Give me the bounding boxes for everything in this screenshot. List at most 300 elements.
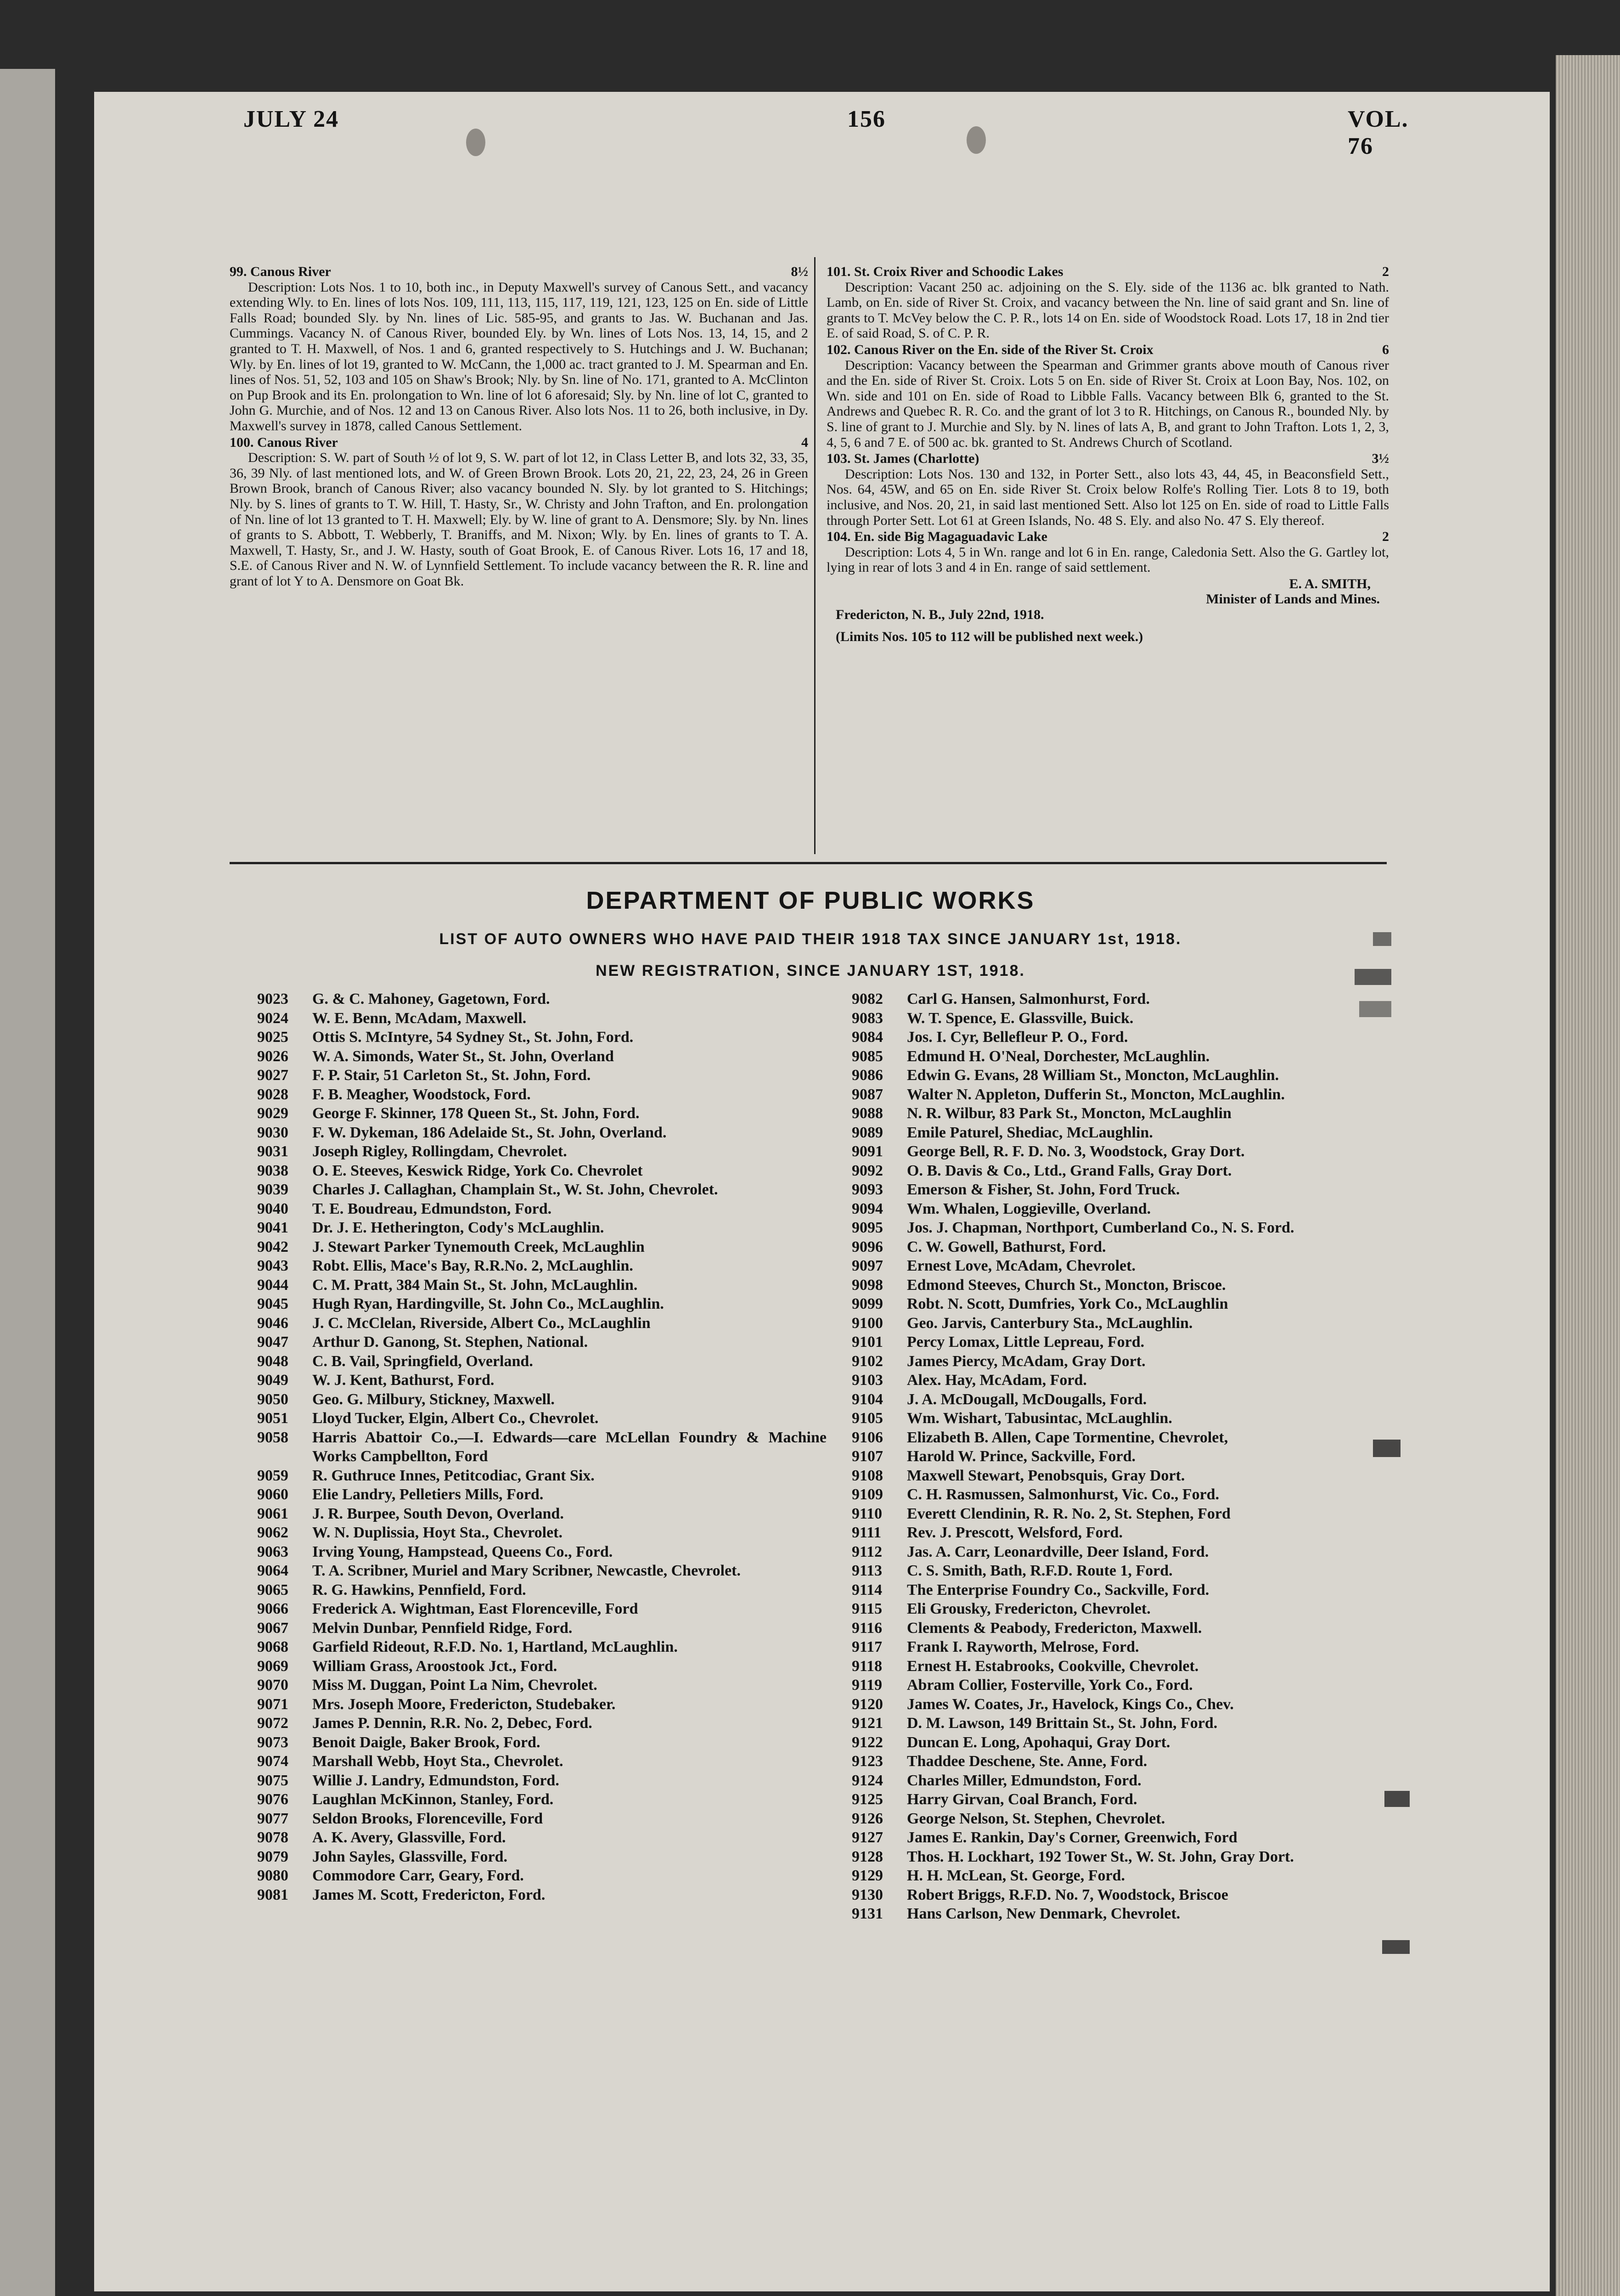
signature-title: Minister of Lands and Mines. <box>1206 591 1380 607</box>
registration-number: 9072 <box>257 1715 288 1732</box>
list-subtitle: LIST OF AUTO OWNERS WHO HAVE PAID THEIR 1918 TAX SINCE JANUARY 1st, 1918. <box>439 930 1182 948</box>
registration-number: 9119 <box>852 1677 883 1694</box>
auto-owner-entry <box>257 1771 827 1790</box>
owner-details: J. Stewart Parker Tynemouth Creek, McLaughlin <box>312 1238 645 1255</box>
issue-date: JULY 24 <box>243 106 339 132</box>
owner-details: Alex. Hay, McAdam, Ford. <box>907 1372 1087 1389</box>
owner-details: George F. Skinner, 178 Queen St., St. John, Ford. <box>312 1105 640 1122</box>
auto-owner-entry <box>257 1561 827 1581</box>
owner-details: Edwin G. Evans, 28 William St., Moncton, McLaughlin. <box>907 1067 1279 1084</box>
auto-owner-entry <box>257 1371 827 1390</box>
auto-owner-entry <box>257 1294 827 1314</box>
registration-subheading: NEW REGISTRATION, SINCE JANUARY 1ST, 1918. <box>596 962 1025 979</box>
registration-number: 9085 <box>852 1047 883 1065</box>
registration-number: 9124 <box>852 1772 883 1789</box>
owner-details: Irving Young, Hampstead, Queens Co., Ford. <box>312 1543 613 1560</box>
auto-owner-entry <box>852 1390 1417 1409</box>
auto-owner-entry <box>257 1104 827 1123</box>
auto-owner-entry <box>257 1581 827 1600</box>
owner-details: Robt. N. Scott, Dumfries, York Co., McLaughlin <box>907 1295 1228 1312</box>
owner-details: Charles Miller, Edmundston, Ford. <box>907 1772 1142 1789</box>
margin-mark <box>1359 1001 1391 1017</box>
limit-number: 102. <box>827 342 851 357</box>
owner-details: Hans Carlson, New Denmark, Chevrolet. <box>907 1905 1181 1922</box>
registration-number: 9115 <box>852 1600 883 1617</box>
registration-number: 9065 <box>257 1581 288 1598</box>
owner-details: Joseph Rigley, Rollingdam, Chevrolet. <box>312 1143 567 1160</box>
limit-number: 103. <box>827 451 851 467</box>
registration-number: 9051 <box>257 1410 288 1427</box>
owner-details: J. R. Burpee, South Devon, Overland. <box>312 1505 564 1522</box>
limit-description: Description: Lots Nos. 130 and 132, in Porter Sett., also lots 43, 44, 45, in Beaconsfield Sett., Nos. 64, 45W, and 65 on En. side River St. Croix below Rolfe's Rolling Tier. Lots 8 to 19, both inclusive, and Nos. 20, 21, in said last mentioned Sett. Also lot 125 on En. side of road to Little Falls through Porter Sett. Lot 61 at Green Islands, No. 48 S. Ely. and also No. 47 S. Ely thereof. <box>827 466 1389 528</box>
limit-number: 104. <box>827 529 851 545</box>
registration-number: 9066 <box>257 1600 288 1617</box>
auto-owner-entry <box>257 1142 827 1161</box>
owner-details: C. B. Vail, Springfield, Overland. <box>312 1352 533 1370</box>
owner-details: Charles J. Callaghan, Champlain St., W. St. John, Chevrolet. <box>312 1181 718 1198</box>
auto-owner-entry <box>852 1542 1417 1562</box>
registration-number: 9062 <box>257 1524 288 1541</box>
auto-owner-entry <box>257 1657 827 1676</box>
registration-number: 9093 <box>852 1181 883 1198</box>
limit-area: 3½ <box>1372 451 1389 467</box>
owner-details: Edmund H. O'Neal, Dorchester, McLaughlin. <box>907 1047 1210 1065</box>
auto-owner-entry <box>852 1314 1417 1333</box>
owner-details: Maxwell Stewart, Penobsquis, Gray Dort. <box>907 1467 1185 1484</box>
auto-owner-entry <box>257 1847 827 1867</box>
auto-owner-entry <box>852 1561 1417 1581</box>
limit-area: 8½ <box>791 264 808 279</box>
auto-owner-entry <box>257 1714 827 1733</box>
registration-number: 9088 <box>852 1105 883 1122</box>
registration-number: 9059 <box>257 1467 288 1484</box>
auto-owner-entry <box>852 1771 1417 1790</box>
margin-mark <box>1355 969 1391 985</box>
registration-number: 9097 <box>852 1257 883 1274</box>
auto-owner-entry <box>852 1180 1417 1199</box>
owner-details: Emile Paturel, Shediac, McLaughlin. <box>907 1124 1153 1141</box>
registration-number: 9073 <box>257 1733 288 1751</box>
owner-details: James M. Scott, Fredericton, Ford. <box>312 1886 546 1903</box>
land-limit-header <box>827 451 1389 467</box>
registration-number: 9042 <box>257 1238 288 1255</box>
registration-number: 9028 <box>257 1086 288 1103</box>
volume-number: VOL. 76 <box>1348 106 1409 159</box>
owner-details: Emerson & Fisher, St. John, Ford Truck. <box>907 1181 1180 1198</box>
owner-details: Wm. Whalen, Loggieville, Overland. <box>907 1200 1151 1217</box>
limit-area: 2 <box>1382 264 1389 279</box>
owner-details: Rev. J. Prescott, Welsford, Ford. <box>907 1524 1123 1541</box>
owner-details: Edmond Steeves, Church St., Moncton, Briscoe. <box>907 1276 1226 1294</box>
registration-number: 9106 <box>852 1429 883 1446</box>
registration-number: 9111 <box>852 1524 882 1541</box>
auto-owner-entry <box>852 1657 1417 1676</box>
auto-owner-entry <box>852 1276 1417 1295</box>
registration-number: 9081 <box>257 1886 288 1903</box>
registration-number: 9076 <box>257 1791 288 1808</box>
limit-description: Description: S. W. part of South ½ of lot 9, S. W. part of lot 12, in Class Letter B, and lots 32, 33, 35, 36, 39 Nly. of last mentioned lots, and W. of Green Brown Brook. Lots 20, 21, 22, 23, 24, 26 in Green Brown Brook, branch of Canous River; also vacancy bounded N. Sly. by lot granted to S. Hitchings; Nly. by S. lines of grants to T. W. Hill, T. Hasty, Sr., W. Christy and John Trafton, and En. prolongation of Nn. line of lot 13 granted to T. H. Maxwell; Ely. by W. line of grant to A. Densmore; Sly. by Nn. lines of grants to S. Abbott, T. Webberly, T. Braniffs, and M. Nixon; Wly. by En. lines of grants to T. A. Maxwell, T. Hasty, Sr., and J. W. Hasty, south of Goat Brook, E. of Canous River. Lots 16, 17 and 18, S.E. of Canous River and N. W. of Lynnfield Settlement. To include vacancy between the R. R. line and grant of lot Y to A. Densmore on Goat Bk. <box>230 450 808 589</box>
owner-details: J. C. McClelan, Riverside, Albert Co., McLaughlin <box>312 1314 651 1332</box>
land-limit-header <box>827 529 1389 545</box>
registration-number: 9128 <box>852 1848 883 1865</box>
registration-number: 9092 <box>852 1162 883 1179</box>
owner-details: Carl G. Hansen, Salmonhurst, Ford. <box>907 990 1150 1007</box>
owner-details: C. M. Pratt, 384 Main St., St. John, McLaughlin. <box>312 1276 638 1294</box>
department-heading <box>232 886 1389 980</box>
auto-owner-entry <box>852 1371 1417 1390</box>
registration-number: 9060 <box>257 1486 288 1503</box>
auto-owner-entry <box>852 1352 1417 1371</box>
owner-details: Ernest Love, McAdam, Chevrolet. <box>907 1257 1136 1274</box>
registration-number: 9114 <box>852 1581 883 1598</box>
auto-owner-entry <box>257 1619 827 1638</box>
auto-owner-entry <box>257 1123 827 1142</box>
auto-owner-entry <box>257 1314 827 1333</box>
limits-note: (Limits Nos. 105 to 112 will be published next week.) <box>836 629 1143 644</box>
auto-owner-entry <box>257 1047 827 1066</box>
owner-details: Seldon Brooks, Florenceville, Ford <box>312 1810 543 1827</box>
auto-owner-entry <box>257 1238 827 1257</box>
registration-number: 9046 <box>257 1314 288 1332</box>
registration-number: 9080 <box>257 1867 288 1884</box>
registration-number: 9044 <box>257 1276 288 1294</box>
page-number: 156 <box>847 106 886 132</box>
registration-number: 9077 <box>257 1810 288 1827</box>
facing-page-edge <box>0 69 55 2296</box>
registration-number: 9045 <box>257 1295 288 1312</box>
registration-number: 9127 <box>852 1829 883 1846</box>
registration-number: 9048 <box>257 1352 288 1370</box>
owner-details: H. H. McLean, St. George, Ford. <box>907 1867 1125 1884</box>
owner-details: W. E. Benn, McAdam, Maxwell. <box>312 1009 527 1027</box>
owner-details: Geo. G. Milbury, Stickney, Maxwell. <box>312 1390 555 1408</box>
limit-name: Canous River <box>257 434 338 450</box>
land-limit-header <box>827 342 1389 358</box>
land-limit-title <box>827 451 979 467</box>
column-divider <box>814 257 816 854</box>
land-limit-entry <box>827 529 1389 575</box>
owner-details: Eli Grousky, Fredericton, Chevrolet. <box>907 1600 1151 1617</box>
registration-number: 9067 <box>257 1619 288 1637</box>
auto-owner-entry <box>852 1294 1417 1314</box>
land-limit-header <box>230 435 808 450</box>
auto-owners-right-column <box>852 990 1417 1924</box>
owner-details: Everett Clendinin, R. R. No. 2, St. Stephen, Ford <box>907 1505 1231 1522</box>
auto-owner-entry <box>257 1409 827 1428</box>
registration-number: 9079 <box>257 1848 288 1865</box>
auto-owner-entry <box>852 1866 1417 1885</box>
owner-details: F. P. Stair, 51 Carleton St., St. John, Ford. <box>312 1067 591 1084</box>
owner-details: C. W. Gowell, Bathurst, Ford. <box>907 1238 1106 1255</box>
land-limit-header <box>827 264 1389 280</box>
registration-number: 9120 <box>852 1695 883 1713</box>
owner-details: Marshall Webb, Hoyt Sta., Chevrolet. <box>312 1753 563 1770</box>
registration-number: 9058 <box>257 1429 288 1446</box>
owner-details: George Bell, R. F. D. No. 3, Woodstock, Gray Dort. <box>907 1143 1245 1160</box>
auto-owner-entry <box>852 1599 1417 1619</box>
auto-owner-entry <box>852 1142 1417 1161</box>
auto-owner-entry <box>852 1847 1417 1867</box>
auto-owner-entry <box>852 1466 1417 1486</box>
owner-details: Elie Landry, Pelletiers Mills, Ford. <box>312 1486 544 1503</box>
section-rule <box>230 862 1387 864</box>
auto-owner-entry <box>257 1504 827 1524</box>
auto-owner-entry <box>852 1104 1417 1123</box>
registration-number: 9118 <box>852 1657 883 1675</box>
land-limits-right-column <box>827 264 1389 644</box>
owner-details: Mrs. Joseph Moore, Fredericton, Studebaker. <box>312 1695 616 1713</box>
owner-details: Harold W. Prince, Sackville, Ford. <box>907 1448 1136 1465</box>
registration-number: 9126 <box>852 1810 883 1827</box>
registration-number: 9069 <box>257 1657 288 1675</box>
registration-number: 9095 <box>852 1219 883 1236</box>
registration-number: 9047 <box>257 1334 288 1351</box>
limit-area: 4 <box>801 434 808 450</box>
registration-number: 9078 <box>257 1829 288 1846</box>
limit-name: Canous River <box>250 264 331 279</box>
auto-owner-entry <box>257 1428 827 1466</box>
owner-details: A. K. Avery, Glassville, Ford. <box>312 1829 506 1846</box>
registration-number: 9043 <box>257 1257 288 1274</box>
auto-owner-entry <box>257 1009 827 1028</box>
owner-details: F. B. Meagher, Woodstock, Ford. <box>312 1086 531 1103</box>
registration-number: 9112 <box>852 1543 883 1560</box>
limit-description: Description: Lots Nos. 1 to 10, both inc., in Deputy Maxwell's survey of Canous Sett., and vacancy extending Wly. to En. lines of lots Nos. 109, 111, 113, 115, 117, 119, 121, 123, 125 on En. side of Little Falls Road; bounded Sly. by Nn. lines of Lic. 585-95, and grants to Jas. W. Buchanan and Jas. Cummings. Vacancy N. of Canous River, bounded Ely. by Wn. lines of Lots Nos. 13, 14, 15, and 2 granted to T. H. Maxwell, of Nos. 1 and 6, granted respectively to S. Hutchings and J. W. Buchanan; Wly. by En. lines of lot 19, granted to W. McCann, the 1,000 ac. tract granted to J. M. Spearman and En. lines of Nos. 51, 52, 103 and 105 on Shaw's Brook; Nly. by Sn. line of No. 171, granted to A. McClinton on Pup Brook and its En. prolongation to Wn. line of lot 6 aforesaid; Sly. by Nn. line of lot C, granted to John G. Murchie, and of Nos. 12 and 13 on Canous River. Also lots Nos. 11 to 26, both inclusive, in Dy. Maxwell's survey in 1878, called Canous Settlement. <box>230 279 808 433</box>
owner-details: William Grass, Aroostook Jct., Ford. <box>312 1657 557 1675</box>
auto-owner-entry <box>257 1028 827 1047</box>
margin-mark <box>1373 1440 1401 1457</box>
auto-owner-entry <box>257 1218 827 1238</box>
registration-number: 9102 <box>852 1352 883 1370</box>
land-limit-title <box>827 342 1153 358</box>
registration-number: 9074 <box>257 1753 288 1770</box>
auto-owner-entry <box>852 990 1417 1009</box>
registration-number: 9122 <box>852 1733 883 1751</box>
registration-number: 9039 <box>257 1181 288 1198</box>
limit-area: 2 <box>1382 529 1389 545</box>
registration-number: 9110 <box>852 1505 883 1522</box>
registration-number: 9075 <box>257 1772 288 1789</box>
owner-details: Harry Girvan, Coal Branch, Ford. <box>907 1791 1137 1808</box>
margin-mark <box>1382 1940 1410 1954</box>
registration-number: 9108 <box>852 1467 883 1484</box>
auto-owner-entry <box>852 1695 1417 1714</box>
owner-details: Melvin Dunbar, Pennfield Ridge, Ford. <box>312 1619 573 1637</box>
limit-number: 101. <box>827 264 851 279</box>
land-limit-entry <box>827 342 1389 450</box>
owner-details: James Piercy, McAdam, Gray Dort. <box>907 1352 1146 1370</box>
auto-owner-entry <box>852 1523 1417 1542</box>
registration-number: 9025 <box>257 1029 288 1046</box>
registration-number: 9030 <box>257 1124 288 1141</box>
auto-owner-entry <box>257 1809 827 1829</box>
owner-details: George Nelson, St. Stephen, Chevrolet. <box>907 1810 1165 1827</box>
auto-owner-entry <box>852 1085 1417 1104</box>
registration-number: 9040 <box>257 1200 288 1217</box>
auto-owner-entry <box>852 1047 1417 1066</box>
auto-owner-entry <box>852 1638 1417 1657</box>
owner-details: James P. Dennin, R.R. No. 2, Debec, Ford. <box>312 1715 592 1732</box>
owner-details: Abram Collier, Fosterville, York Co., Ford. <box>907 1677 1193 1694</box>
owner-details: John Sayles, Glassville, Ford. <box>312 1848 508 1865</box>
owner-details: James E. Rankin, Day's Corner, Greenwich, Ford <box>907 1829 1238 1846</box>
auto-owner-entry <box>852 1123 1417 1142</box>
owner-details: R. Guthruce Innes, Petitcodiac, Grant Six. <box>312 1467 595 1484</box>
registration-number: 9083 <box>852 1009 883 1027</box>
auto-owner-entry <box>257 1542 827 1562</box>
auto-owner-entry <box>257 1199 827 1219</box>
registration-number: 9105 <box>852 1410 883 1427</box>
limit-name: En. side Big Magaguadavic Lake <box>854 529 1047 545</box>
registration-number: 9121 <box>852 1715 883 1732</box>
auto-owner-entry <box>852 1256 1417 1276</box>
auto-owner-entry <box>257 1638 827 1657</box>
owner-details: C. S. Smith, Bath, R.F.D. Route 1, Ford. <box>907 1562 1173 1579</box>
owner-details: C. H. Rasmussen, Salmonhurst, Vic. Co., Ford. <box>907 1486 1220 1503</box>
registration-number: 9063 <box>257 1543 288 1560</box>
registration-number: 9091 <box>852 1143 883 1160</box>
limit-description: Description: Vacancy between the Spearman and Grimmer grants above mouth of Canous river and the En. side of River St. Croix. Lots 5 on En. side of River St. Croix at Loon Bay, Nos. 102, on Wn. side and 101 on En. side of Road to Libble Falls. Vacancy between Blk 6, granted to the St. Andrews and Quebec R. R. Co. and the grant of lot 3 to R. Hitchings, on Canous R., bounded Nly. by S. line of grant to J. Murchie and Sly. by N. lines of lats A, B, and grant to John Trafton. Lots 1, 2, 3, 4, 5, 6 and 7 E. of 500 ac. bk. granted to St. Andrews Church of Scotland. <box>827 357 1389 450</box>
auto-owner-entry <box>852 1428 1417 1447</box>
auto-owner-entry <box>257 1866 827 1885</box>
auto-owner-entry <box>257 1276 827 1295</box>
owner-details: James W. Coates, Jr., Havelock, Kings Co., Chev. <box>907 1695 1234 1713</box>
registration-number: 9101 <box>852 1334 883 1351</box>
land-limit-entry <box>827 264 1389 341</box>
auto-owner-entry <box>852 1752 1417 1771</box>
auto-owner-entry <box>257 1390 827 1409</box>
auto-owner-entry <box>257 1676 827 1695</box>
land-limit-entry <box>827 451 1389 528</box>
land-limit-entry <box>230 435 808 589</box>
registration-number: 9049 <box>257 1372 288 1389</box>
limit-description: Description: Vacant 250 ac. adjoining on the S. Ely. side of the 1136 ac. blk granted to Nath. Lamb, on En. side of River St. Croix, and vacancy between the Nn. line of said grant and Sn. line of grants to T. McVey below the C. P. R., lots 14 on En. side of Woodstock Road. Lots 17, 18 in 2nd tier E. of said Road, S. of C. P. R. <box>827 279 1389 341</box>
land-limit-entry <box>230 264 808 434</box>
land-limits-left-column <box>230 264 808 590</box>
registration-number: 9116 <box>852 1619 883 1637</box>
owner-details: D. M. Lawson, 149 Brittain St., St. John, Ford. <box>907 1715 1218 1732</box>
auto-owner-entry <box>257 1180 827 1199</box>
registration-number: 9131 <box>852 1905 883 1922</box>
registration-number: 9027 <box>257 1067 288 1084</box>
registration-number: 9123 <box>852 1753 883 1770</box>
signature-name: E. A. SMITH, <box>1289 576 1371 591</box>
owner-details: T. A. Scribner, Muriel and Mary Scribner, Newcastle, Chevrolet. <box>312 1562 741 1579</box>
auto-owner-entry <box>257 1733 827 1752</box>
auto-owner-entry <box>257 1523 827 1542</box>
owner-details: N. R. Wilbur, 83 Park St., Moncton, McLaughlin <box>907 1105 1232 1122</box>
registration-number: 9099 <box>852 1295 883 1312</box>
limit-number: 100. <box>230 434 254 450</box>
owner-details: Elizabeth B. Allen, Cape Tormentine, Chevrolet, <box>907 1429 1228 1446</box>
owner-details: Jos. I. Cyr, Bellefleur P. O., Ford. <box>907 1029 1128 1046</box>
registration-number: 9071 <box>257 1695 288 1713</box>
auto-owner-entry <box>257 1790 827 1809</box>
auto-owner-entry <box>852 1828 1417 1847</box>
registration-number: 9104 <box>852 1390 883 1408</box>
owner-details: O. E. Steeves, Keswick Ridge, York Co. Chevrolet <box>312 1162 643 1179</box>
registration-number: 9100 <box>852 1314 883 1332</box>
auto-owner-entry <box>852 1333 1417 1352</box>
registration-number: 9084 <box>852 1029 883 1046</box>
auto-owner-entry <box>852 1619 1417 1638</box>
land-limit-title <box>230 264 331 280</box>
owner-details: Laughlan McKinnon, Stanley, Ford. <box>312 1791 554 1808</box>
registration-number: 9087 <box>852 1086 883 1103</box>
owner-details: Frank I. Rayworth, Melrose, Ford. <box>907 1638 1139 1655</box>
auto-owner-entry <box>257 1352 827 1371</box>
registration-number: 9129 <box>852 1867 883 1884</box>
owner-details: Ernest H. Estabrooks, Cookville, Chevrolet. <box>907 1657 1199 1675</box>
registration-number: 9029 <box>257 1105 288 1122</box>
registration-number: 9070 <box>257 1677 288 1694</box>
registration-number: 9086 <box>852 1067 883 1084</box>
owner-details: T. E. Boudreau, Edmundston, Ford. <box>312 1200 552 1217</box>
owner-details: J. A. McDougall, McDougalls, Ford. <box>907 1390 1147 1408</box>
limit-name: St. James (Charlotte) <box>854 451 979 467</box>
auto-owner-entry <box>257 1599 827 1619</box>
owner-details: Jos. J. Chapman, Northport, Cumberland Co., N. S. Ford. <box>907 1219 1294 1236</box>
auto-owner-entry <box>852 1676 1417 1695</box>
department-title: DEPARTMENT OF PUBLIC WORKS <box>586 887 1035 914</box>
registration-number: 9113 <box>852 1562 883 1579</box>
margin-mark <box>1373 932 1391 946</box>
land-limit-title <box>827 264 1063 280</box>
auto-owners-left-column <box>257 990 827 1904</box>
limit-area: 6 <box>1382 342 1389 357</box>
auto-owner-entry <box>257 1066 827 1085</box>
auto-owner-entry <box>852 1199 1417 1219</box>
limit-number: 99. <box>230 264 247 279</box>
owner-details: Harris Abattoir Co.,—I. Edwards—care McLellan Foundry & Machine Works Campbellton, Ford <box>312 1429 827 1465</box>
owner-details: Geo. Jarvis, Canterbury Sta., McLaughlin. <box>907 1314 1193 1332</box>
owner-details: Miss M. Duggan, Point La Nim, Chevrolet. <box>312 1677 597 1694</box>
auto-owner-entry <box>257 1485 827 1504</box>
auto-owner-entry <box>852 1066 1417 1085</box>
auto-owner-entry <box>852 1238 1417 1257</box>
owner-details: Commodore Carr, Geary, Ford. <box>312 1867 524 1884</box>
owner-details: Benoit Daigle, Baker Brook, Ford. <box>312 1733 540 1751</box>
auto-owner-entry <box>852 1218 1417 1238</box>
registration-number: 9107 <box>852 1448 883 1465</box>
owner-details: Ottis S. McIntyre, 54 Sydney St., St. John, Ford. <box>312 1029 634 1046</box>
owner-details: W. J. Kent, Bathurst, Ford. <box>312 1372 495 1389</box>
registration-number: 9026 <box>257 1047 288 1065</box>
auto-owner-entry <box>852 1447 1417 1466</box>
limit-name: St. Croix River and Schoodic Lakes <box>854 264 1063 279</box>
registration-number: 9023 <box>257 990 288 1007</box>
auto-owner-entry <box>852 1714 1417 1733</box>
margin-mark <box>1384 1791 1410 1807</box>
land-limit-title <box>230 435 338 450</box>
owner-details: F. W. Dykeman, 186 Adelaide St., St. John, Overland. <box>312 1124 667 1141</box>
registration-number: 9094 <box>852 1200 883 1217</box>
owner-details: R. G. Hawkins, Pennfield, Ford. <box>312 1581 526 1598</box>
auto-owner-entry <box>852 1161 1417 1181</box>
auto-owner-entry <box>257 1828 827 1847</box>
owner-details: The Enterprise Foundry Co., Sackville, Ford. <box>907 1581 1209 1598</box>
auto-owner-entry <box>852 1809 1417 1829</box>
owner-details: Lloyd Tucker, Elgin, Albert Co., Chevrolet. <box>312 1410 599 1427</box>
auto-owner-entry <box>852 1733 1417 1752</box>
auto-owner-entry <box>257 1085 827 1104</box>
registration-number: 9117 <box>852 1638 883 1655</box>
owner-details: W. N. Duplissia, Hoyt Sta., Chevrolet. <box>312 1524 562 1541</box>
auto-owner-entry <box>852 1581 1417 1600</box>
auto-owner-entry <box>257 1752 827 1771</box>
registration-number: 9041 <box>257 1219 288 1236</box>
owner-details: Willie J. Landry, Edmundston, Ford. <box>312 1772 559 1789</box>
